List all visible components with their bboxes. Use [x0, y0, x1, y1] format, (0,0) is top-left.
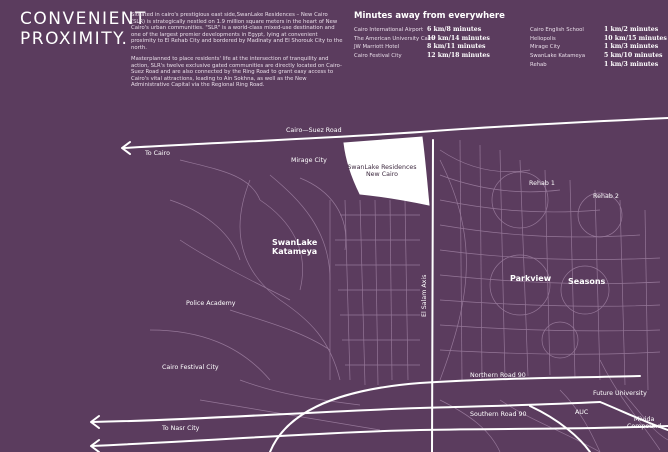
- label-swanlake-residences: [346, 164, 418, 178]
- destination-name: The American University Cairo: [354, 35, 435, 42]
- label-mirage-city: Mirage City: [291, 157, 327, 164]
- destination-distance: 8 km/11 minutes: [427, 43, 486, 51]
- label-cairo-suez-road: Cairo—Suez Road: [286, 127, 342, 134]
- intro-paragraph-2: Masterplanned to place residents' life at the intersection of tranquility and action, SLR's twelve exclusive gated communities are directly located on Cairo-Suez Road and are also connected by the Ring Road to grant easy access to Cairo's vital attractions, leading to Ain Sokhna, as well as the New Administrative Capital via the Regional Ring Road.: [131, 56, 342, 88]
- destination-name: Cairo English School: [530, 27, 584, 33]
- label-mivida-line1: Mivida: [633, 416, 655, 423]
- destination-distance: 12 km/18 minutes: [427, 52, 490, 60]
- intro-paragraph-1: Situated in cairo's prestigious east side,SwanLake Residences – New Cairo (SLR) is strategically nestled on 1.9 million square meters in the heart of New Cairo's urban communities. "SLR" is a world-class mixed-use destination and one of the largest premier developments in Egypt, lying at convenient proximity to El Rehab City and bordered by Madinaty and El Shorouk City to the north.: [131, 12, 343, 51]
- destination-distance: 1 km/3 minutes: [604, 43, 659, 51]
- intro-text: [131, 12, 343, 94]
- label-mivida-line2: Compound: [627, 423, 662, 430]
- distances-heading: Minutes away from everywhere: [354, 11, 505, 21]
- label-swanlake-katameya: [272, 238, 317, 256]
- label-southern-road-90: Southern Road 90: [470, 411, 527, 418]
- label-swanlake-residences-line2: New Cairo: [365, 171, 399, 178]
- label-parkview: Parkview: [510, 274, 552, 283]
- destination-distance: 1 km/2 minutes: [604, 26, 659, 33]
- page-title-line1: CONVENIENT: [20, 9, 147, 29]
- destination-distance: 10 km/14 minutes: [427, 34, 490, 42]
- destination-distance: 1 km/3 minutes: [604, 60, 659, 68]
- distances-table-right: [530, 26, 667, 70]
- destination-name: Heliopolis: [530, 35, 556, 42]
- label-mivida-compound: [627, 416, 661, 430]
- label-seasons: Seasons: [568, 277, 606, 286]
- destination-name: Cairo Festival City: [354, 53, 402, 60]
- destination-distance: 10 km/15 minutes: [604, 34, 667, 42]
- label-auc: AUC: [575, 409, 589, 416]
- page-title: [20, 9, 147, 49]
- page-title-line2: PROXIMITY.: [20, 29, 129, 49]
- destination-distance: 5 km/10 minutes: [604, 52, 663, 60]
- destination-name: Mirage City: [530, 44, 561, 51]
- el-salam-axis: [432, 140, 433, 452]
- distance-row: [354, 53, 534, 62]
- direction-arrows: [91, 142, 130, 452]
- destination-name: Cairo International Airport: [354, 27, 424, 33]
- destination-name: SwanLake Katameya: [530, 53, 586, 60]
- label-cairo-festival-city: Cairo Festival City: [162, 364, 219, 371]
- label-northern-road-90: Northern Road 90: [470, 372, 526, 379]
- label-future-university: Future University: [593, 390, 647, 397]
- label-rehab-2: Rehab 2: [593, 193, 619, 200]
- distances-table-left: [354, 27, 534, 62]
- label-to-nasr-city: To Nasr City: [162, 425, 200, 432]
- label-el-salam-axis: El Salam Axis: [421, 274, 428, 317]
- label-swanlake-katameya-line1: SwanLake: [272, 238, 318, 247]
- label-swanlake-katameya-line2: Katameya: [272, 247, 318, 256]
- distance-row: [530, 62, 664, 71]
- destination-name: Rehab: [530, 61, 547, 68]
- label-to-cairo: To Cairo: [145, 150, 170, 157]
- destination-distance: 6 km/8 minutes: [427, 26, 482, 33]
- label-police-academy: Police Academy: [186, 300, 236, 307]
- label-swanlake-residences-line1: SwanLake Residences: [347, 164, 417, 171]
- label-rehab-1: Rehab 1: [529, 180, 555, 187]
- destination-name: JW Marriott Hotel: [354, 44, 400, 51]
